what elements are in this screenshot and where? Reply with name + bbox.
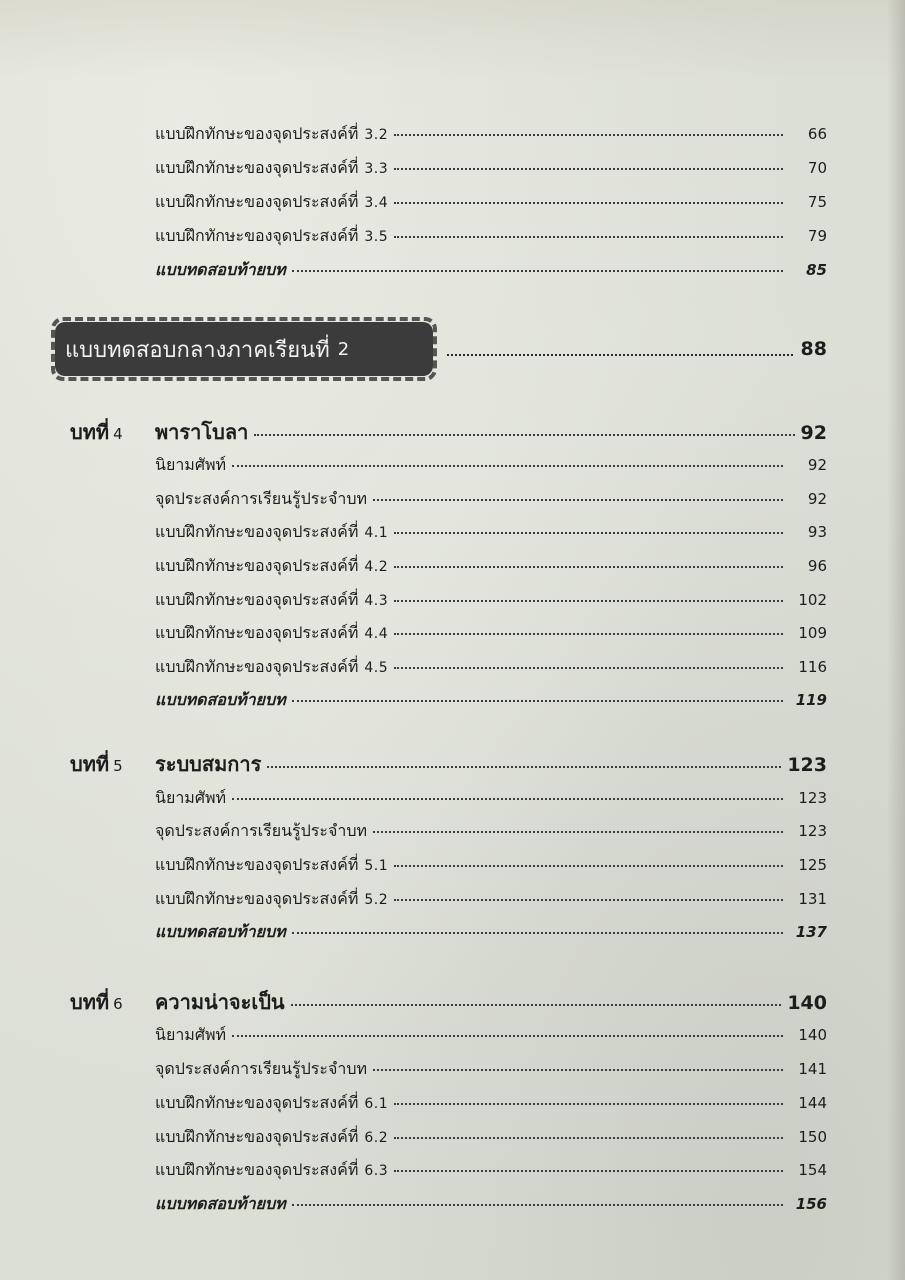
midterm-page: 88 <box>800 338 827 360</box>
chapter-number: 6 <box>113 995 123 1013</box>
dot-leader <box>373 499 783 501</box>
toc-entry[interactable] <box>155 1158 827 1183</box>
entry-label: แบบทดสอบท้ายบท <box>155 1194 286 1213</box>
entry-page: 123 <box>798 789 827 807</box>
paper-stain <box>0 0 905 80</box>
toc-entry[interactable] <box>155 819 827 844</box>
entry-number: 3.2 <box>364 127 389 143</box>
entry-page: 96 <box>807 557 827 575</box>
entry-page: 85 <box>806 261 827 279</box>
chapter-prefix: บทที่ 6 <box>70 990 123 1014</box>
entry-page: 150 <box>798 1128 827 1146</box>
chapter-prefix: บทที่ 4 <box>70 420 123 444</box>
chapter-page: 92 <box>800 422 827 444</box>
toc-entry-test[interactable] <box>155 920 827 945</box>
entry-label: แบบฝึกทักษะของจุดประสงค์ที่ <box>155 124 359 143</box>
chapter-number: 4 <box>113 425 123 443</box>
entry-page: 75 <box>807 193 827 211</box>
toc-entry[interactable] <box>155 224 827 249</box>
chapter-page: 123 <box>787 754 827 776</box>
chapter-number: 5 <box>113 757 123 775</box>
entry-number: 3.3 <box>364 161 389 177</box>
dot-leader <box>394 236 783 238</box>
entry-number: 6.3 <box>364 1163 389 1179</box>
toc-entry[interactable] <box>155 487 827 512</box>
chapter-title: พาราโบลา <box>155 420 249 444</box>
entry-label: แบบฝึกทักษะของจุดประสงค์ที่ <box>155 158 359 177</box>
entry-label: แบบฝึกทักษะของจุดประสงค์ที่ <box>155 657 359 676</box>
entry-label: แบบฝึกทักษะของจุดประสงค์ที่ <box>155 590 359 609</box>
entry-page: 123 <box>798 822 827 840</box>
entry-label: นิยามศัพท์ <box>155 1025 227 1044</box>
dot-leader <box>232 1035 783 1037</box>
dot-leader <box>394 600 783 602</box>
entry-number: 4.1 <box>364 525 389 541</box>
toc-entry[interactable] <box>155 887 827 912</box>
entry-label: จุดประสงค์การเรียนรู้ประจำบท <box>155 489 368 508</box>
entry-label: แบบทดสอบท้ายบท <box>155 260 286 279</box>
toc-entry[interactable] <box>155 786 827 811</box>
entry-page: 137 <box>795 923 827 941</box>
toc-entry-test[interactable] <box>155 1192 827 1217</box>
entry-page: 154 <box>798 1161 827 1179</box>
toc-entry[interactable] <box>155 156 827 181</box>
dot-leader <box>254 434 794 436</box>
dot-leader <box>373 1069 783 1071</box>
dot-leader <box>373 831 783 833</box>
dot-leader <box>394 168 783 170</box>
chapter-heading[interactable] <box>70 986 827 1018</box>
toc-entry[interactable] <box>155 1125 827 1150</box>
entry-label: แบบฝึกทักษะของจุดประสงค์ที่ <box>155 192 359 211</box>
toc-entry[interactable] <box>155 554 827 579</box>
dot-leader <box>394 134 783 136</box>
entry-label: แบบฝึกทักษะของจุดประสงค์ที่ <box>155 855 359 874</box>
entry-label: แบบฝึกทักษะของจุดประสงค์ที่ <box>155 1093 359 1112</box>
entry-label: นิยามศัพท์ <box>155 455 227 474</box>
entry-page: 109 <box>798 624 827 642</box>
toc-entry-test[interactable] <box>155 258 827 283</box>
entry-page: 119 <box>795 691 827 709</box>
toc-entry[interactable] <box>155 588 827 613</box>
entry-number: 4.5 <box>364 660 389 676</box>
toc-entry[interactable] <box>155 122 827 147</box>
entry-number: 4.2 <box>364 559 389 575</box>
entry-number: 4.4 <box>364 626 389 642</box>
toc-entry[interactable] <box>155 453 827 478</box>
midterm-entry[interactable] <box>55 322 827 376</box>
entry-number: 6.2 <box>364 1130 389 1146</box>
toc-entry-test[interactable] <box>155 688 827 713</box>
entry-label: จุดประสงค์การเรียนรู้ประจำบท <box>155 1059 368 1078</box>
midterm-label: แบบทดสอบกลางภาคเรียนที่ <box>65 337 330 363</box>
toc-entry[interactable] <box>155 190 827 215</box>
dot-leader <box>394 1103 783 1105</box>
entry-page: 144 <box>798 1094 827 1112</box>
toc-entry[interactable] <box>155 621 827 646</box>
entry-page: 156 <box>795 1195 827 1213</box>
dot-leader <box>292 700 783 702</box>
dot-leader <box>394 1170 783 1172</box>
entry-label: แบบฝึกทักษะของจุดประสงค์ที่ <box>155 889 359 908</box>
dot-leader <box>394 633 783 635</box>
chapter-prefix: บทที่ 5 <box>70 752 123 776</box>
chapter-title: ความน่าจะเป็น <box>155 990 285 1014</box>
dot-leader <box>292 270 783 272</box>
midterm-banner <box>55 322 433 376</box>
dot-leader <box>267 766 781 768</box>
toc-entry[interactable] <box>155 520 827 545</box>
entry-label: แบบทดสอบท้ายบท <box>155 690 286 709</box>
entry-label: แบบฝึกทักษะของจุดประสงค์ที่ <box>155 556 359 575</box>
entry-number: 3.5 <box>364 229 389 245</box>
dot-leader <box>232 465 783 467</box>
entry-number: 5.1 <box>364 858 389 874</box>
entry-label: แบบฝึกทักษะของจุดประสงค์ที่ <box>155 623 359 642</box>
toc-entry[interactable] <box>155 853 827 878</box>
entry-page: 79 <box>807 227 827 245</box>
entry-page: 92 <box>807 490 827 508</box>
entry-page: 92 <box>807 456 827 474</box>
toc-entry[interactable] <box>155 1091 827 1116</box>
chapter-heading[interactable] <box>70 748 827 780</box>
entry-label: แบบฝึกทักษะของจุดประสงค์ที่ <box>155 1160 359 1179</box>
entry-label: แบบฝึกทักษะของจุดประสงค์ที่ <box>155 226 359 245</box>
entry-page: 102 <box>798 591 827 609</box>
dot-leader <box>394 566 783 568</box>
entry-page: 140 <box>798 1026 827 1044</box>
chapter-title: ระบบสมการ <box>155 752 262 776</box>
entry-label: นิยามศัพท์ <box>155 788 227 807</box>
page-edge-shadow <box>887 0 905 1280</box>
toc-entry[interactable] <box>155 655 827 680</box>
entry-label: แบบฝึกทักษะของจุดประสงค์ที่ <box>155 1127 359 1146</box>
dot-leader <box>394 865 783 867</box>
dot-leader <box>232 798 783 800</box>
entry-page: 116 <box>798 658 827 676</box>
chapter-heading[interactable] <box>70 416 827 448</box>
entry-page: 66 <box>807 125 827 143</box>
entry-page: 131 <box>798 890 827 908</box>
entry-number: 3.4 <box>364 195 389 211</box>
dot-leader <box>394 667 783 669</box>
entry-number: 4.3 <box>364 593 389 609</box>
entry-page: 93 <box>807 523 827 541</box>
entry-number: 5.2 <box>364 892 389 908</box>
dot-leader <box>394 202 783 204</box>
entry-label: จุดประสงค์การเรียนรู้ประจำบท <box>155 821 368 840</box>
entry-page: 141 <box>798 1060 827 1078</box>
dot-leader <box>292 932 783 934</box>
entry-label: แบบทดสอบท้ายบท <box>155 922 286 941</box>
toc-entry[interactable] <box>155 1057 827 1082</box>
chapter-page: 140 <box>787 992 827 1014</box>
dot-leader <box>394 899 783 901</box>
dot-leader <box>292 1204 783 1206</box>
toc-entry[interactable] <box>155 1023 827 1048</box>
dot-leader <box>394 532 783 534</box>
entry-number: 6.1 <box>364 1096 389 1112</box>
dot-leader <box>447 354 793 356</box>
midterm-number: 2 <box>337 338 350 360</box>
entry-page: 125 <box>798 856 827 874</box>
entry-label: แบบฝึกทักษะของจุดประสงค์ที่ <box>155 522 359 541</box>
entry-page: 70 <box>807 159 827 177</box>
dot-leader <box>291 1004 782 1006</box>
dot-leader <box>394 1137 783 1139</box>
